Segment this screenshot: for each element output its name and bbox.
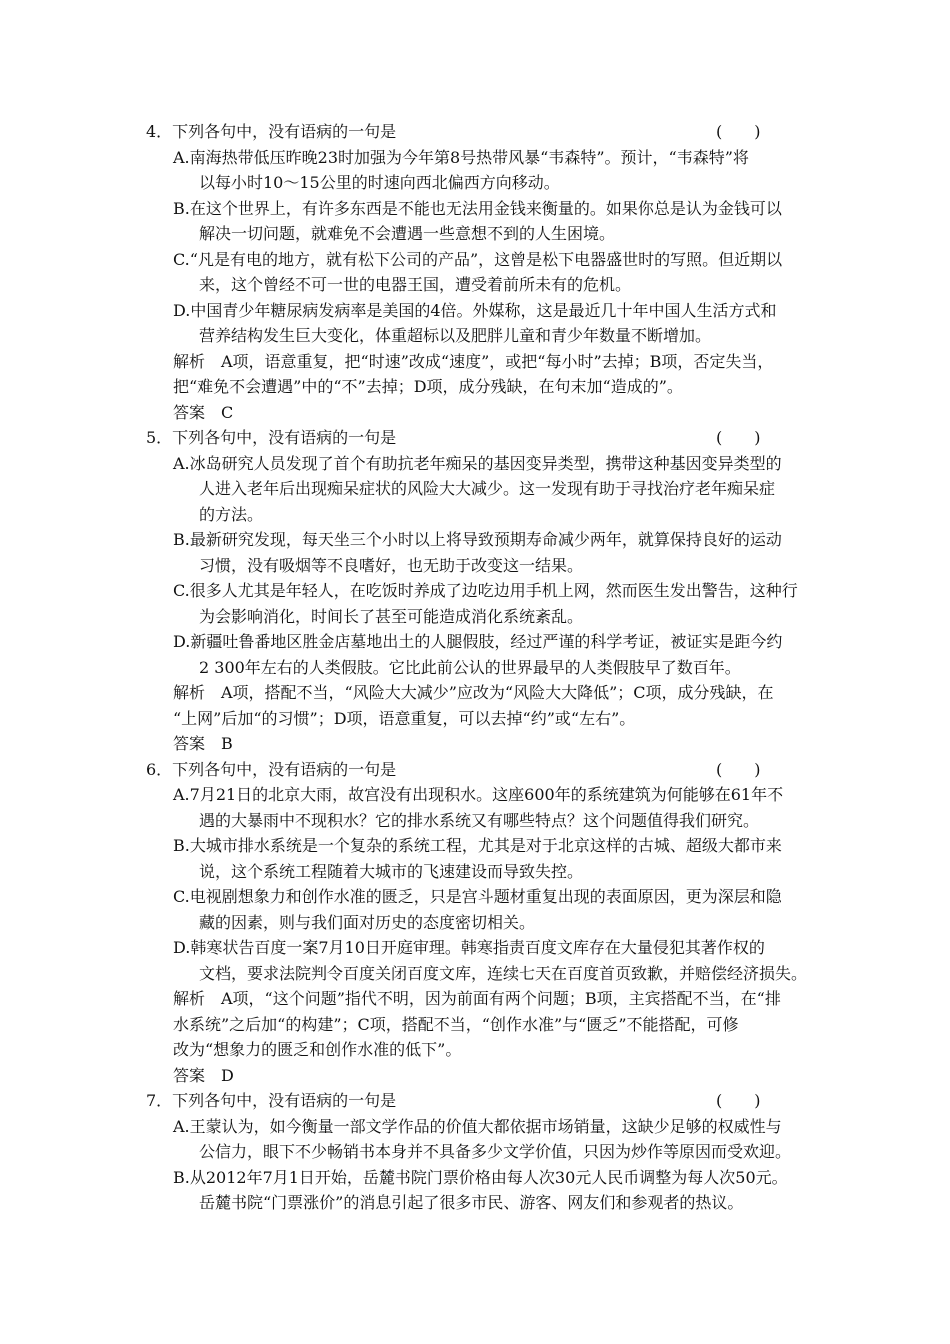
option-c-line2: 来，这个曾经不可一世的电器王国，遭受着前所未有的危机。 [199, 275, 632, 294]
option-a-line1: A.7月21日的北京大雨，故宫没有出现积水。这座600年的系统建筑为何能够在61年不 [173, 785, 784, 804]
analysis-line1: 解析 A项，搭配不当，“风险大大减少”应改为“风险大大降低”；C项，成分残缺，在 [173, 683, 774, 702]
option-d-line1: D.中国青少年糖尿病发病率是美国的4倍。外媒称，这是最近几十年中国人生活方式和 [173, 301, 777, 320]
question-6 [0, 757, 950, 782]
option-b-line1: B.从2012年7月1日开始，岳麓书院门票价格由每人次30元人民币调整为每人次50元。 [173, 1168, 788, 1187]
option-a-line2: 以每小时10～15公里的时速向西北偏西方向移动。 [199, 173, 560, 192]
question-7 [0, 1088, 950, 1113]
answer-line: 答案 D [173, 1066, 234, 1085]
option-a-line1: A.王蒙认为，如今衡量一部文学作品的价值大都依据市场销量，这缺少足够的权威性与 [173, 1117, 782, 1136]
question-stem: 5．下列各句中，没有语病的一句是 [146, 428, 397, 447]
option-b-line2: 解决一切问题，就难免不会遭遇一些意想不到的人生困境。 [199, 224, 616, 243]
answer-blank: ( ) [716, 760, 761, 779]
option-c-line1: C.很多人尤其是年轻人，在吃饭时养成了边吃边用手机上网，然而医生发出警告，这种行 [173, 581, 798, 600]
option-a-line2: 人进入老年后出现痴呆症状的风险大大减少。这一发现有助于寻找治疗老年痴呆症 [199, 479, 776, 498]
option-c-line1: C.电视剧想象力和创作水准的匮乏，只是宫斗题材重复出现的表面原因，更为深层和隐 [173, 887, 782, 906]
option-b-line2: 习惯，没有吸烟等不良嗜好，也无助于改变这一结果。 [199, 556, 584, 575]
answer-line: 答案 C [173, 403, 234, 422]
analysis-line2: 把“难免不会遭遇”中的“不”去掉；D项，成分残缺，在句末加“造成的”。 [173, 377, 683, 396]
option-d-line1: D.新疆吐鲁番地区胜金店墓地出土的人腿假肢，经过严谨的科学考证，被证实是距今约 [173, 632, 783, 651]
analysis-line3: 改为“想象力的匮乏和创作水准的低下”。 [173, 1040, 462, 1059]
analysis-line1: 解析 A项，语意重复，把“时速”改成“速度”，或把“每小时”去掉；B项，否定失当， [173, 352, 774, 371]
option-d-line2: 营养结构发生巨大变化，体重超标以及肥胖儿童和青少年数量不断增加。 [199, 326, 712, 345]
option-a-line1: A.南海热带低压昨晚23时加强为今年第8号热带风暴“韦森特”。预计，“韦森特”将 [173, 148, 749, 167]
question-5 [0, 425, 950, 450]
option-d-line2: 2 300年左右的人类假肢。它比此前公认的世界最早的人类假肢早了数百年。 [199, 658, 741, 677]
option-c-line2: 为会影响消化，时间长了甚至可能造成消化系统紊乱。 [199, 607, 584, 626]
analysis-line2: “上网”后加“的习惯”；D项，语意重复，可以去掉“约”或“左右”。 [173, 709, 636, 728]
option-b-line2: 说，这个系统工程随着大城市的飞速建设而导致失控。 [199, 862, 584, 881]
option-c-line1: C.“凡是有电的地方，就有松下公司的产品”，这曾是松下电器盛世时的写照。但近期以 [173, 250, 783, 269]
question-stem: 6．下列各句中，没有语病的一句是 [146, 760, 397, 779]
analysis-line1: 解析 A项，“这个问题”指代不明，因为前面有两个问题；B项，主宾搭配不当，在“排 [173, 989, 781, 1008]
option-b-line2: 岳麓书院“门票涨价”的消息引起了很多市民、游客、网友们和参观者的热议。 [199, 1193, 744, 1212]
answer-blank: ( ) [716, 1091, 761, 1110]
question-stem: 4．下列各句中，没有语病的一句是 [146, 122, 397, 141]
option-c-line2: 藏的因素，则与我们面对历史的态度密切相关。 [199, 913, 536, 932]
option-a-line2: 公信力，眼下不少畅销书本身并不具备多少文学价值，只因为炒作等原因而受欢迎。 [199, 1142, 792, 1161]
answer-blank: ( ) [716, 428, 761, 447]
option-a-line2: 遇的大暴雨中不现积水？它的排水系统又有哪些特点？这个问题值得我们研究。 [199, 811, 760, 830]
question-4 [0, 119, 950, 144]
option-b-line1: B.在这个世界上，有许多东西是不能也无法用金钱来衡量的。如果你总是认为金钱可以 [173, 199, 782, 218]
option-d-line2: 文档，要求法院判令百度关闭百度文库，连续七天在百度首页致歉，并赔偿经济损失。 [199, 964, 808, 983]
option-b-line1: B.大城市排水系统是一个复杂的系统工程，尤其是对于北京这样的古城、超级大都市来 [173, 836, 782, 855]
answer-line: 答案 B [173, 734, 233, 753]
option-b-line1: B.最新研究发现，每天坐三个小时以上将导致预期寿命减少两年，就算保持良好的运动 [173, 530, 782, 549]
option-a-line3: 的方法。 [199, 505, 264, 524]
answer-blank: ( ) [716, 122, 761, 141]
option-a-line1: A.冰岛研究人员发现了首个有助抗老年痴呆的基因变异类型，携带这种基因变异类型的 [173, 454, 782, 473]
analysis-line2: 水系统”之后加“的构建”；C项，搭配不当，“创作水准”与“匮乏”不能搭配，可修 [173, 1015, 739, 1034]
question-stem: 7．下列各句中，没有语病的一句是 [146, 1091, 397, 1110]
option-d-line1: D.韩寒状告百度一案7月10日开庭审理。韩寒指责百度文库存在大量侵犯其著作权的 [173, 938, 765, 957]
